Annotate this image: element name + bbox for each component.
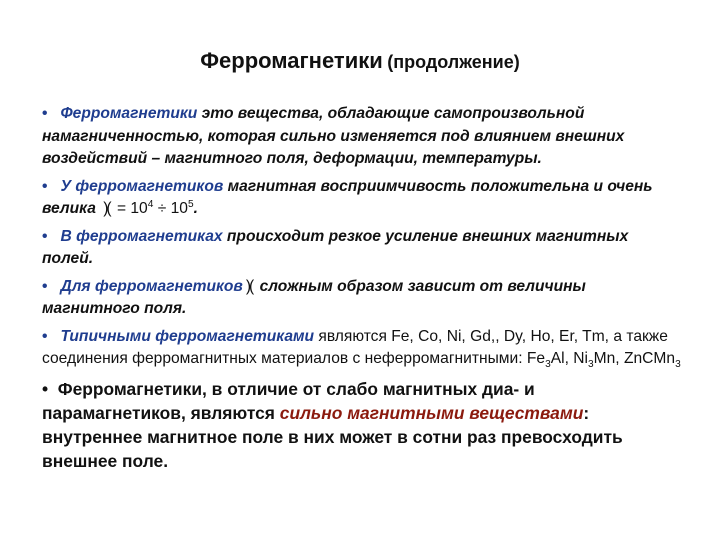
slide-body [42,103,682,478]
chi-icon: )( [245,277,253,295]
bullet-marker: • [42,105,48,122]
bullet-marker: • [42,327,48,345]
bullet-2: • У ферромагнетиков магнитная восприимчивость положительна и очень велика )( = $10^4 \div 10^5$. [42,177,653,217]
bullet-5-text: являются Fe, Co, Ni, Gd,, Dy, Ho, Er, Tm, а также соединения ферромагнитных материалов с неферромагнитными: Fe [42,327,668,367]
bullet-6 [42,377,682,473]
bullet-marker: • [42,227,48,245]
bullet-1 [42,103,682,171]
bullet-3 [42,226,682,271]
bullet-5: • Типичными ферромагнетиками являются Fe, Co, Ni, Gd,, Dy, Ho, Er, Tm, а также соединения ферромагнитных материалов с неферромагнитными: $Fe_3Al$, $Ni_3Mn$, ZnCMn$_3$ [42,327,681,371]
bullet-5-lead: Типичными ферромагнетиками [60,327,315,345]
bullet-marker: • [42,378,49,399]
title-main: Ферромагнетики [200,48,383,73]
bullet-1-text: это вещества, обладающие самопроизвольной намагниченностью, которая сильно изменяется под влиянием внешних воздействий – магнитного поля, деформации, температуры. [42,105,625,167]
bullet-2-lead: У ферромагнетиков [60,177,224,195]
bullet-4-text: сложным образом зависит от величины магнитного поля. [42,277,586,317]
bullet-3-lead: В ферромагнетиках [60,227,223,245]
bullet-marker: • [42,177,48,195]
bullet-3-text: происходит резкое усиление внешних магнитных полей. [42,227,629,267]
bullet-6-highlight-2: веществами [469,402,584,423]
chi-icon: )( [103,200,110,217]
bullet-2-equation: = $10^4 \div 10^5$ [112,198,194,217]
bullet-6-text-c: : внутреннее магнитное поле в них может в сотни раз превосходить внешнее поле. [42,402,623,471]
bullet-4 [42,276,682,321]
bullet-marker: • [42,277,48,295]
bullet-2-text: магнитная восприимчивость положительна и очень велика [42,177,653,217]
slide-title [0,48,720,74]
bullet-6-highlight-1: сильно магнитными [279,402,465,423]
bullet-4-lead: Для ферромагнетиков [60,277,243,295]
title-subtitle: (продолжение) [387,52,520,72]
bullet-6-text-a: Ферромагнетики, в отличие от слабо магнитных диа- и парамагнетиков, являются [42,378,535,423]
bullet-1-lead: Ферромагнетики [60,105,198,122]
